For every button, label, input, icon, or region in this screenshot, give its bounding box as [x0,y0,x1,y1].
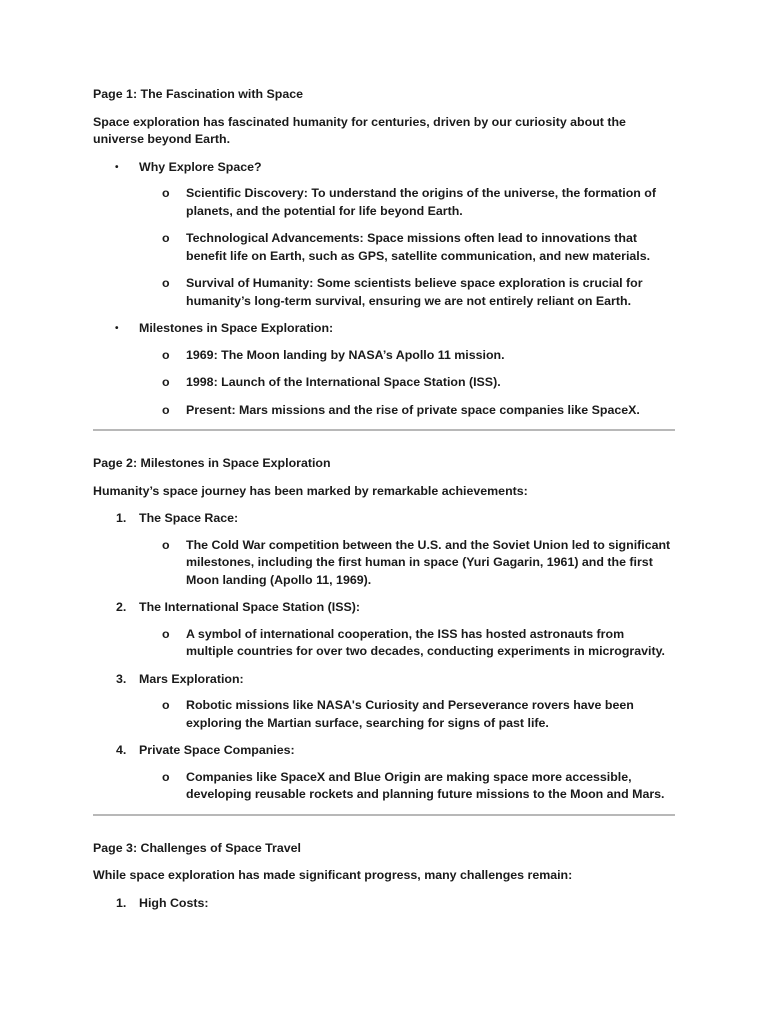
sub-bullet-marker: o [162,537,170,552]
list-number: 2. [116,600,127,614]
sub-bullet-marker: o [162,698,170,712]
list-item [93,320,675,338]
list-item-text: The Cold War competition between the U.S. and the Soviet Union led to significant milestones, including the first human in space (Yuri Gagarin, 1961) and the first Moon landing (Apollo 11, 1969). [186,537,671,587]
list-item [93,275,675,310]
sub-bullet-marker: o [162,186,170,200]
section-title: Private Space Companies: [139,743,295,757]
list-item [93,769,675,804]
section-title: Mars Exploration: [139,671,244,686]
list-item [93,374,675,392]
page-divider [93,429,675,431]
sub-bullet-marker: o [162,402,170,417]
list-item-text: Companies like SpaceX and Blue Origin are making space more accessible, developing reusable rockets and planning future missions to the Moon and Mars. [186,769,665,801]
list-item-text: Technological Advancements: Space missions often lead to innovations that benefit life on Earth, such as GPS, satellite communication, and new materials. [186,231,651,263]
list-item-text: Robotic missions like NASA's Curiosity and Perseverance rovers have been exploring the Martian surface, searching for signs of past life. [186,698,634,730]
list-number: 1. [116,895,127,910]
list-item [93,230,675,265]
sub-bullet-marker: o [162,375,170,389]
page3-heading: Page 3: Challenges of Space Travel [93,840,301,855]
list-item-text: 1998: Launch of the International Space Station (ISS). [186,375,501,389]
sub-bullet-marker: o [162,231,170,245]
section-title: Milestones in Space Exploration: [139,321,334,335]
list-item-text: Survival of Humanity: Some scientists believe space exploration is crucial for humanity’s long-term survival, ensuring we are not entirely reliant on Earth. [186,276,643,308]
section-title: Why Explore Space? [139,159,262,174]
sub-bullet-marker: o [162,347,170,362]
page-divider [93,814,675,816]
document-body [93,86,675,921]
list-item-text: Scientific Discovery: To understand the origins of the universe, the formation of planets, and the potential for life beyond Earth. [186,186,656,218]
page1-heading: Page 1: The Fascination with Space [93,87,304,101]
page3-intro: While space exploration has made significant progress, many challenges remain: [93,868,573,882]
numbered-item [93,599,675,617]
numbered-item [93,895,675,913]
list-item [93,697,675,732]
section-title: The Space Race: [139,511,239,525]
page2-intro: Humanity’s space journey has been marked by remarkable achievements: [93,483,528,498]
list-number: 1. [116,511,127,525]
list-item-text: Present: Mars missions and the rise of private space companies like SpaceX. [186,402,640,417]
list-item [93,185,675,220]
list-item [93,537,675,590]
list-item [93,347,675,365]
numbered-item [93,510,675,528]
list-number: 4. [116,743,127,757]
list-number: 3. [116,671,127,686]
list-item-text: 1969: The Moon landing by NASA’s Apollo 11 mission. [186,347,505,362]
numbered-item [93,742,675,760]
sub-bullet-marker: o [162,276,170,290]
list-item-text: A symbol of international cooperation, the ISS has hosted astronauts from multiple countries for over two decades, conducting experiments in microgravity. [186,626,665,658]
page1-intro: Space exploration has fascinated humanity for centuries, driven by our curiosity about the universe beyond Earth. [93,114,626,146]
list-item [93,626,675,661]
sub-bullet-marker: o [162,626,170,641]
bullet-marker: • [115,323,119,334]
bullet-marker: • [115,161,119,173]
list-item [93,159,675,177]
list-item [93,402,675,420]
page2-heading: Page 2: Milestones in Space Exploration [93,456,331,470]
section-title: The International Space Station (ISS): [139,600,360,614]
numbered-item [93,671,675,689]
sub-bullet-marker: o [162,769,170,784]
section-title: High Costs: [139,895,209,910]
